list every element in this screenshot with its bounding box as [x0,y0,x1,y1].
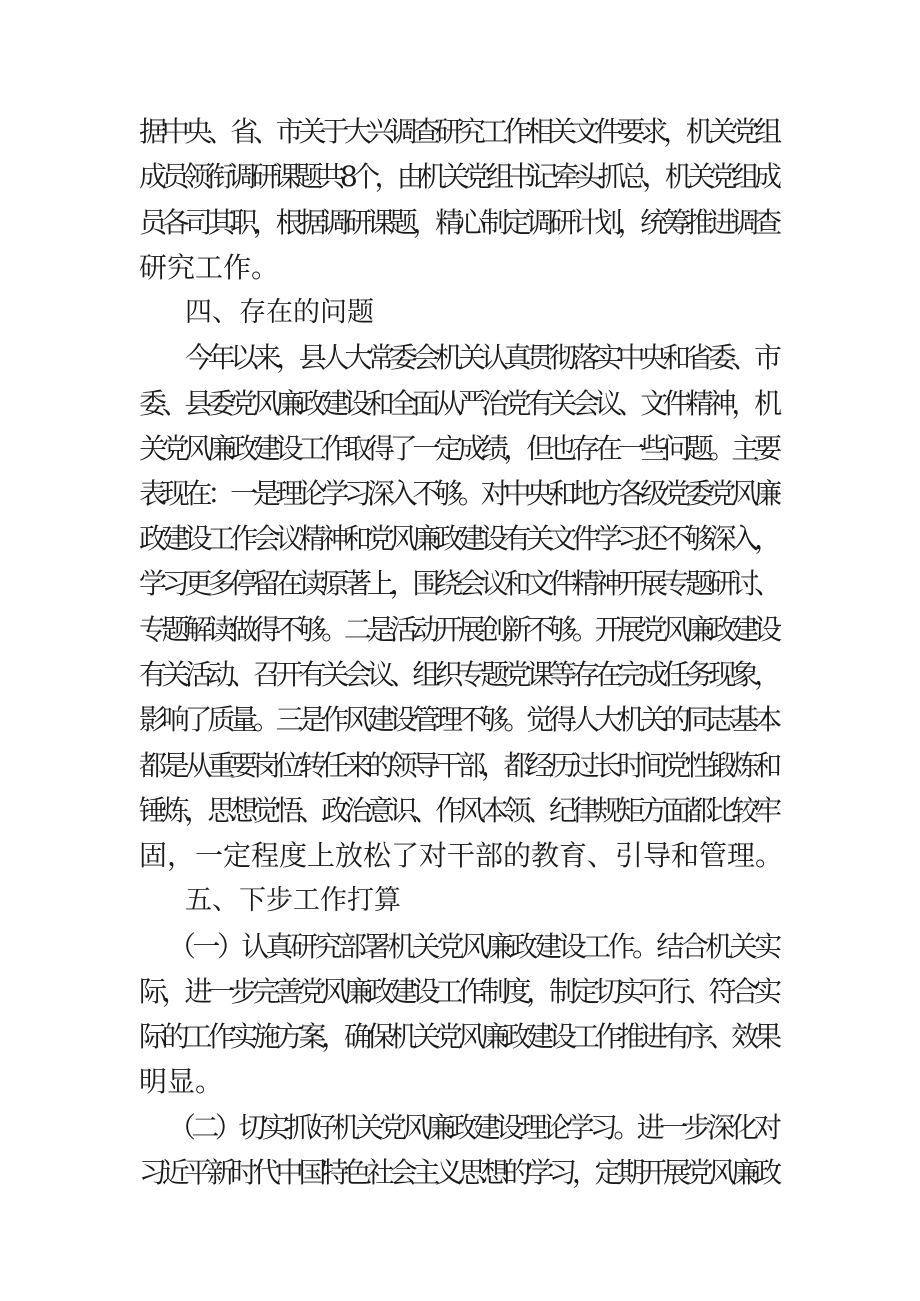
document-page: 据中央、省、市关于大兴调查研究工作相关文件要求，机关党组 成员领衔调研课题共8个，由机关党组书记牵头抓总，机关党组成 员各司其职，根据调研课题，精心制定调研计划，统筹推进调查 研究工作。 四、存在的问题 今年以来，县人大常委会机关认真贯彻落实中央和省委、市 委、县委党风廉政建设和全面从严治党有关会议、文件精神，机 关党风廉政建设工作取得了一定成绩，但也存在一些问题。主要 表现在：一是理论学习深入不够。对中央和地方各级党委党风廉 政建设工作会议精神和党风廉政建设有关文件学习还不够深入， 学习更多停留在读原著上，围绕会议和文件精神开展专题研讨、 专题解读做得不够。二是活动开展创新不够。开展党风廉政建设 有关活动、召开有关会议、组织专题党课等存在完成任务现象， 影响了质量。三是作风建设管理不够。觉得人大机关的同志基本 都是从重要岗位转任来的领导干部，都经历过长时间党性锻炼和 锤炼，思想觉悟、政治意识、作风本领、纪律规矩方面都比较牢 固，一定程度上放松了对干部的教育、引导和管理。 五、下步工作打算 （一）认真研究部署机关党风廉政建设工作。结合机关实 际，进一步完善党风廉政建设工作制度，制定切实可行、符合实 际的工作实施方案，确保机关党风廉政建设工作推进有序、效果 明显。 （二）切实抓好机关党风廉政建设理论学习。进一步深化对 习近平新时代中国特色社会主义思想的学习，定期开展党风廉政 [139,115,784,1189]
